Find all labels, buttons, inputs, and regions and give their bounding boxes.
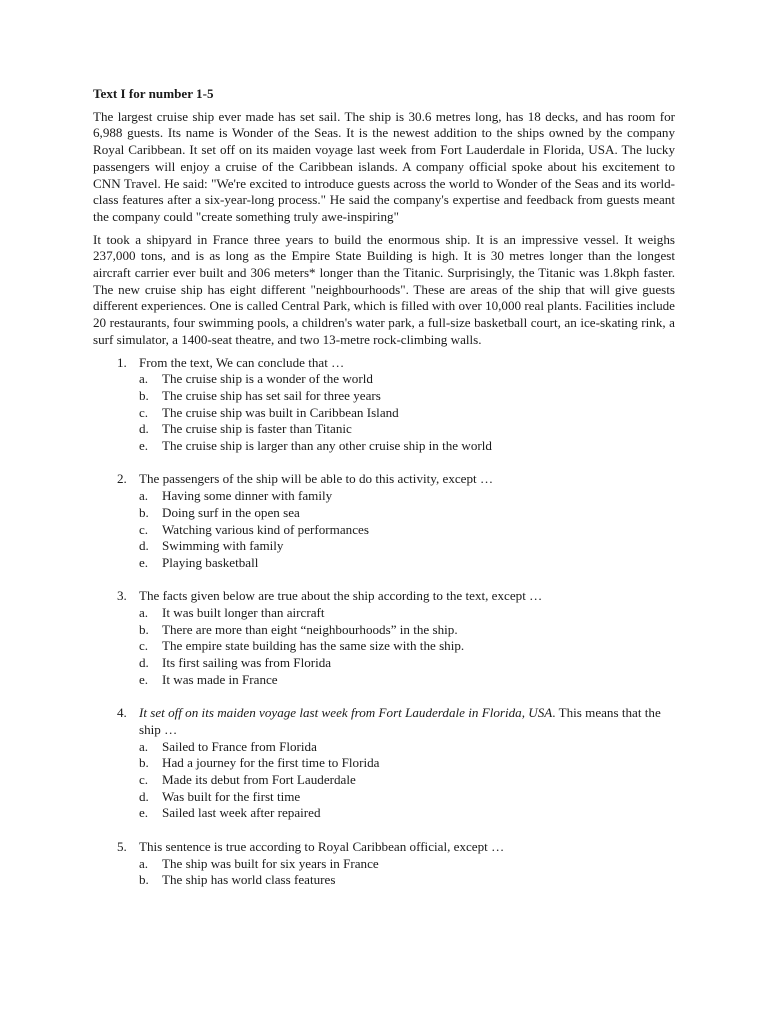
question-stem-text: From the text, We can conclude that … (139, 354, 345, 370)
option-text: Playing basketball (162, 554, 259, 570)
option-item (139, 421, 675, 438)
option-text: Sailed to France from Florida (162, 738, 317, 754)
option-item (139, 655, 675, 672)
option-letter: c. (139, 638, 149, 654)
option-letter: e. (139, 671, 149, 687)
option-letter: b. (139, 755, 149, 771)
option-letter: b. (139, 621, 149, 637)
option-item (139, 555, 675, 572)
option-text: The cruise ship is larger than any other cruise ship in the world (162, 438, 492, 454)
option-item (139, 856, 675, 873)
option-letter: c. (139, 772, 149, 788)
option-text: The cruise ship is a wonder of the world (162, 371, 373, 387)
option-text: Having some dinner with family (162, 488, 333, 504)
option-list (139, 605, 675, 689)
passage-paragraph-2: It took a shipyard in France three years to build the enormous ship. It is an impressive vessel. It weighs 237,000 tons, and is as long as the Empire State Building is high. It is 30 metres longer than the longest aircraft carrier ever built and 306 meters* longer than the Titanic. Surprisingly, the Titanic was 1.8kph faster. The new cruise ship has eight different "neighbourhoods". These are areas of the ship that will give guests different experiences. One is called Central Park, which is filled with over 10,000 real plants. Facilities include 20 restaurants, four swimming pools, a children's water park, a full-size basketball court, an ice-skating rink, a surf simulator, a 1400-seat theatre, and two 13-metre rock-climbing walls. (93, 231, 675, 347)
question-number: 2. (117, 471, 127, 487)
question-3 (93, 588, 675, 688)
option-item (139, 488, 675, 505)
question-stem-text: The facts given below are true about the ship according to the text, except … (139, 588, 543, 604)
question-stem-text: This sentence is true according to Royal Caribbean official, except … (139, 838, 505, 854)
option-text: There are more than eight “neighbourhoods” in the ship. (162, 621, 458, 637)
option-item (139, 371, 675, 388)
option-text: Its first sailing was from Florida (162, 655, 332, 671)
option-item (139, 522, 675, 539)
document-page (93, 86, 675, 906)
option-letter: e. (139, 554, 149, 570)
question-stem (139, 705, 675, 738)
option-letter: a. (139, 738, 149, 754)
option-item (139, 622, 675, 639)
question-number: 5. (117, 838, 127, 854)
option-item (139, 872, 675, 889)
option-text: The empire state building has the same size with the ship. (162, 638, 465, 654)
option-text: Made its debut from Fort Lauderdale (162, 772, 356, 788)
question-number: 4. (117, 705, 127, 721)
option-list (139, 856, 675, 889)
option-text: The cruise ship was built in Caribbean Island (162, 404, 399, 420)
option-item (139, 789, 675, 806)
question-1 (93, 355, 675, 455)
option-item (139, 438, 675, 455)
option-item (139, 755, 675, 772)
option-letter: a. (139, 488, 149, 504)
option-text: The ship was built for six years in France (162, 855, 379, 871)
option-letter: b. (139, 872, 149, 888)
option-letter: c. (139, 521, 149, 537)
option-text: It was built longer than aircraft (162, 605, 325, 621)
question-list (93, 355, 675, 889)
question-stem (139, 355, 675, 372)
question-2 (93, 471, 675, 571)
option-item (139, 505, 675, 522)
option-letter: a. (139, 371, 149, 387)
option-text: Watching various kind of performances (162, 521, 369, 537)
option-item (139, 388, 675, 405)
question-stem (139, 471, 675, 488)
option-text: The cruise ship has set sail for three years (162, 387, 381, 403)
section-heading: Text I for number 1-5 (93, 86, 214, 101)
option-item (139, 605, 675, 622)
option-list (139, 371, 675, 455)
option-letter: b. (139, 504, 149, 520)
option-item (139, 405, 675, 422)
question-quote: It set off on its maiden voyage last week from Fort Lauderdale in Florida, USA (139, 705, 553, 721)
option-letter: c. (139, 404, 149, 420)
option-text: Was built for the first time (162, 788, 301, 804)
option-item (139, 638, 675, 655)
option-text: Doing surf in the open sea (162, 504, 300, 520)
option-item (139, 805, 675, 822)
option-item (139, 672, 675, 689)
option-list (139, 739, 675, 823)
option-item (139, 739, 675, 756)
option-letter: b. (139, 387, 149, 403)
option-text: Had a journey for the first time to Florida (162, 755, 380, 771)
question-stem-text: The passengers of the ship will be able to do this activity, except … (139, 471, 494, 487)
option-letter: a. (139, 605, 149, 621)
option-text: The cruise ship is faster than Titanic (162, 421, 352, 437)
option-text: Sailed last week after repaired (162, 805, 321, 821)
question-stem (139, 588, 675, 605)
option-item (139, 772, 675, 789)
passage-paragraph-1: The largest cruise ship ever made has set sail. The ship is 30.6 metres long, has 18 decks, and has room for 6,988 guests. Its name is Wonder of the Seas. It is the newest addition to the ships owned by the company Royal Caribbean. It set off on its maiden voyage last week from Fort Lauderdale in Florida, USA. The lucky passengers will enjoy a cruise of the Caribbean islands. A company official spoke about his excitement to CNN Travel. He said: "We're excited to introduce guests across the world to Wonder of the Seas and its world-class features after a six-year-long process." He said the company's expertise and feedback from guests meant the company could "create something truly awe-inspiring" (93, 108, 675, 224)
option-letter: e. (139, 438, 149, 454)
question-number: 1. (117, 354, 127, 370)
question-5 (93, 839, 675, 889)
option-letter: d. (139, 538, 149, 554)
option-letter: d. (139, 788, 149, 804)
option-item (139, 538, 675, 555)
option-text: Swimming with family (162, 538, 284, 554)
question-stem (139, 839, 675, 856)
question-number: 3. (117, 588, 127, 604)
option-letter: e. (139, 805, 149, 821)
option-list (139, 488, 675, 572)
option-letter: d. (139, 655, 149, 671)
option-letter: a. (139, 855, 149, 871)
question-4 (93, 705, 675, 822)
option-text: The ship has world class features (162, 872, 336, 888)
option-text: It was made in France (162, 671, 278, 687)
option-letter: d. (139, 421, 149, 437)
question-stem-text: . This means that the ship … (139, 705, 661, 737)
